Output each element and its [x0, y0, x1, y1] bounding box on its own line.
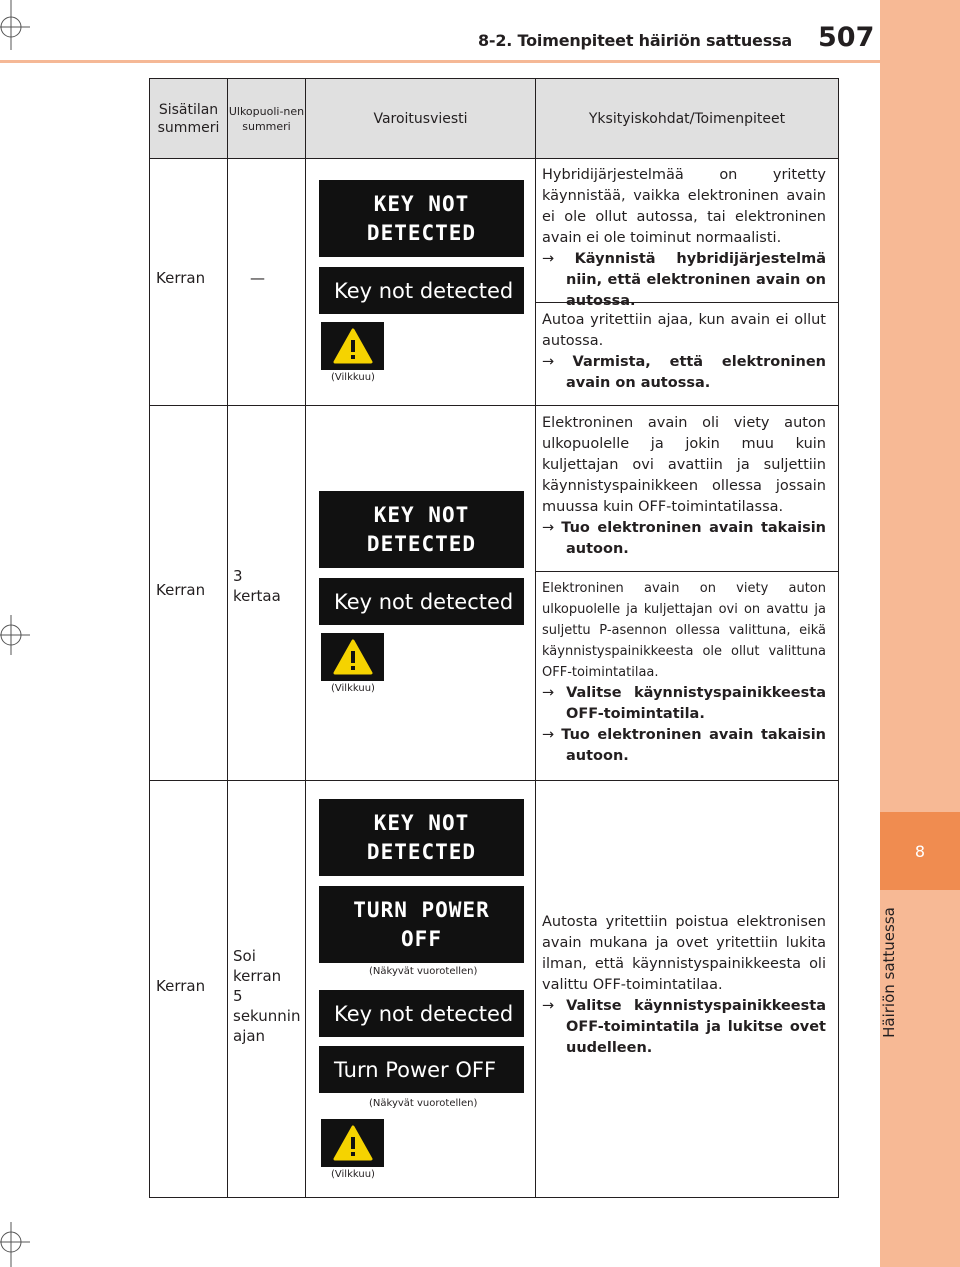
row1-warning-triangle-icon: [321, 322, 384, 370]
section-title: 8-2. Toimenpiteet häiriön sattuessa: [478, 31, 792, 50]
row1-blink-caption: (Vilkkuu): [331, 372, 375, 383]
row1-detail-1: [542, 165, 826, 312]
row3-interior-buzzer: Kerran: [156, 977, 206, 995]
crop-mark-top-left: [0, 0, 30, 50]
row2-detail-2-action-1: → Valitse käynnistyspainikkeesta OFF-toimintatila.: [542, 685, 826, 722]
row1-detail-2: [542, 310, 826, 394]
header-interior-buzzer: Sisätilan summeri: [157, 101, 220, 136]
crop-mark-bottom-left: [0, 1222, 30, 1267]
row3-display-turn-power-off: Turn Power OFF: [319, 1046, 524, 1093]
row2-detail-1-text: Elektroninen avain oli viety auton ulkopuolelle ja jokin muu kuin kuljettajan ovi avattiin ja suljettiin käynnistyspainikkeen ollessa jossain muussa kuin OFF-toimintatilassa.: [542, 415, 826, 515]
row2-detail-1-action: → Tuo elektroninen avain takaisin autoon.: [542, 520, 826, 557]
row3-alternating-caption-2: (Näkyvät vuorotellen): [369, 1098, 478, 1109]
row1-display-key-not-detected-caps: KEY NOT DETECTED: [319, 180, 524, 257]
chapter-sidebar: [880, 0, 960, 1267]
row1-display-key-not-detected: Key not detected: [319, 267, 524, 314]
crop-mark-mid-left: [0, 615, 30, 655]
row2-exterior-buzzer: 3 kertaa: [233, 567, 281, 605]
row2-display-key-not-detected: Key not detected: [319, 578, 524, 625]
row1-detail-1-action: → Käynnistä hybridijärjestelmä niin, että elektroninen avain on autossa.: [542, 251, 826, 309]
header-warning-message: Varoitusviesti: [373, 110, 468, 127]
row3-detail-1-text: Autosta yritettiin poistua elektronisen avain mukana ja ovet yritettiin lukita ilman, että käynnistyspainikkeesta oli valittu OFF-toimintatilaa.: [542, 914, 826, 993]
row1-detail-2-action: → Varmista, että elektroninen avain on autossa.: [542, 354, 826, 391]
row1-interior-buzzer: Kerran: [156, 269, 206, 287]
row2-detail-2-action-2: → Tuo elektroninen avain takaisin autoon.: [542, 727, 826, 764]
row2-blink-caption: (Vilkkuu): [331, 683, 375, 694]
row3-detail-1: [542, 912, 826, 1059]
row2-interior-buzzer: Kerran: [156, 581, 206, 599]
header-details: Yksityiskohdat/Toimenpiteet: [588, 110, 786, 127]
row3-display-key-not-detected: Key not detected: [319, 990, 524, 1037]
row3-warning-triangle-icon: [321, 1119, 384, 1167]
row2-detail-2-text: Elektroninen avain on viety auton ulkopuolelle ja kuljettajan ovi on avattu ja suljettu P-asennon ollessa valittuna, eikä käynnistyspainikkeesta ole ollut valittuna OFF-toimintatilaa.: [542, 581, 826, 680]
header-rule: [0, 60, 880, 63]
row3-display-turn-power-off-caps: TURN POWER OFF: [319, 886, 524, 963]
row2-detail-2: [542, 578, 826, 767]
row3-alternating-caption-1: (Näkyvät vuorotellen): [369, 966, 478, 977]
header-exterior-buzzer: Ulkopuoli-nen summeri: [228, 104, 305, 133]
row3-display-key-not-detected-caps: KEY NOT DETECTED: [319, 799, 524, 876]
row2-warning-triangle-icon: [321, 633, 384, 681]
row3-detail-1-action: → Valitse käynnistyspainikkeesta OFF-toimintatila ja lukitse ovet uudelleen.: [542, 998, 826, 1056]
row3-blink-caption: (Vilkkuu): [331, 1169, 375, 1180]
row2-detail-1: [542, 413, 826, 560]
row1-detail-1-text: Hybridijärjestelmää on yritetty käynnistää, vaikka elektroninen avain ei ole ollut autossa, tai elektroninen avain ei ole toiminut normaalisti.: [542, 167, 826, 246]
row1-detail-2-text: Autoa yritettiin ajaa, kun avain ei ollut autossa.: [542, 312, 826, 349]
row1-exterior-buzzer: —: [250, 269, 265, 287]
row2-display-key-not-detected-caps: KEY NOT DETECTED: [319, 491, 524, 568]
chapter-number-tab[interactable]: 8: [880, 812, 960, 890]
page-number: 507: [818, 22, 875, 53]
row3-exterior-buzzer: Soi kerran 5 sekunnin ajan: [233, 947, 301, 1045]
chapter-name-tab[interactable]: Häiriön sattuessa: [880, 907, 898, 1038]
